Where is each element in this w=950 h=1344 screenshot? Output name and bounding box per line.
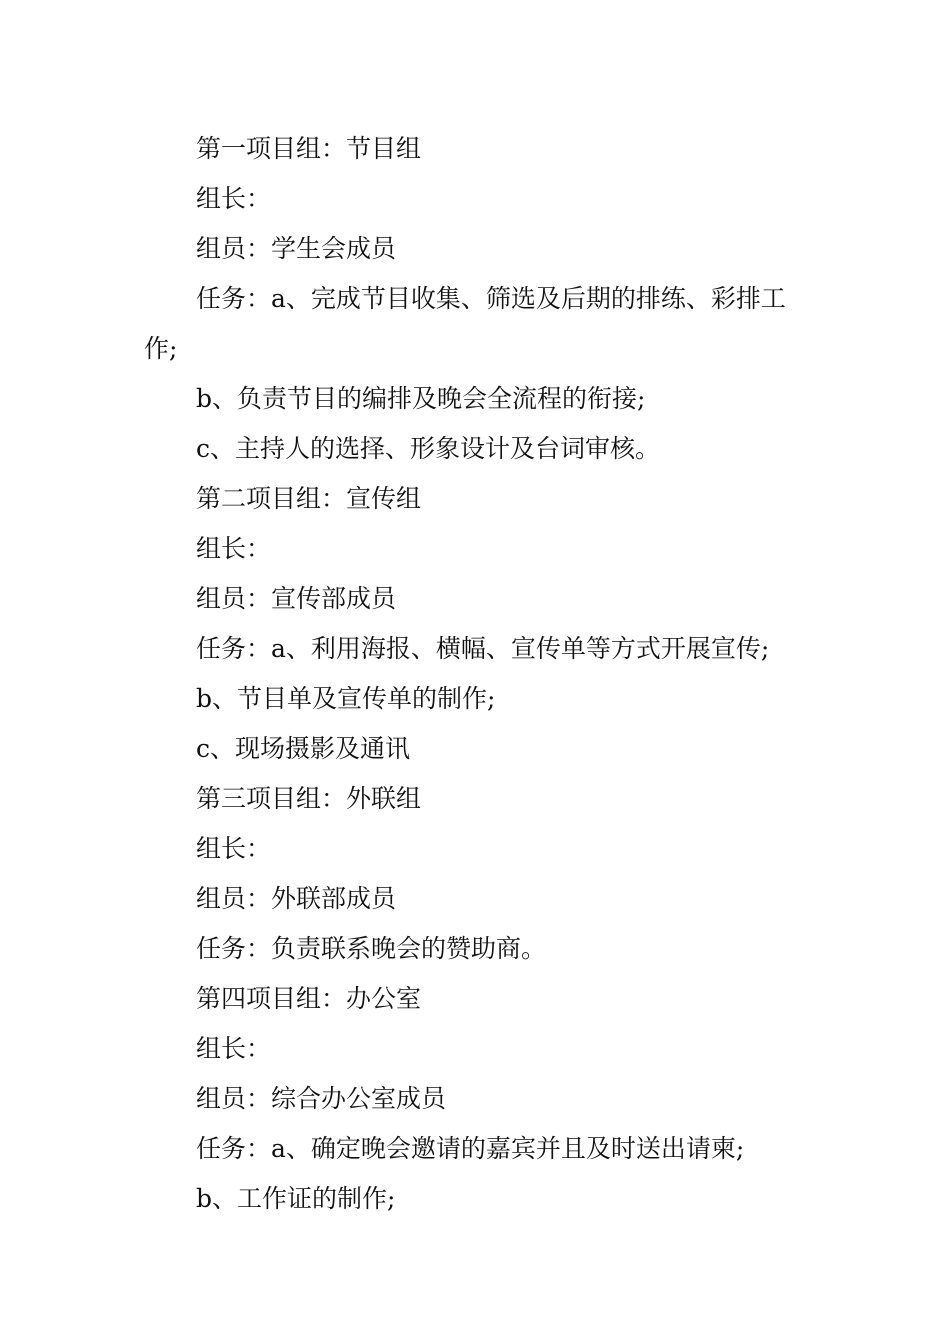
group-2-task-b: b、节目单及宣传单的制作; [196,684,496,713]
group-1-task-c: c、主持人的选择、形象设计及台词审核。 [196,434,661,463]
document-body [144,124,812,1224]
group-2-title: 第二项目组：宣传组 [196,484,422,513]
group-4-task-b: b、工作证的制作; [196,1184,396,1213]
group-3-leader: 组长： [196,834,272,863]
group-2-task-a: 任务：a、利用海报、横幅、宣传单等方式开展宣传; [196,634,770,663]
group-4-task-a: 任务：a、确定晚会邀请的嘉宾并且及时送出请柬; [196,1134,745,1163]
group-2-task-c: c、现场摄影及通讯 [196,734,411,763]
group-4-title: 第四项目组：办公室 [196,984,422,1013]
group-4-members: 组员：综合办公室成员 [196,1084,447,1113]
group-1-members: 组员：学生会成员 [196,234,397,263]
group-2-leader: 组长： [196,534,272,563]
group-3-task: 任务：负责联系晚会的赞助商。 [196,934,547,963]
group-2-members: 组员：宣传部成员 [196,584,397,613]
group-1-leader: 组长： [196,184,272,213]
group-3-members: 组员：外联部成员 [196,884,397,913]
group-1-title: 第一项目组：节目组 [196,134,422,163]
group-3-title: 第三项目组：外联组 [196,784,422,813]
group-1-task-b: b、负责节目的编排及晚会全流程的衔接; [196,384,646,413]
group-4-leader: 组长： [196,1034,272,1063]
group-1-task-a: 任务：a、完成节目收集、筛选及后期的排练、彩排工作; [144,284,786,363]
